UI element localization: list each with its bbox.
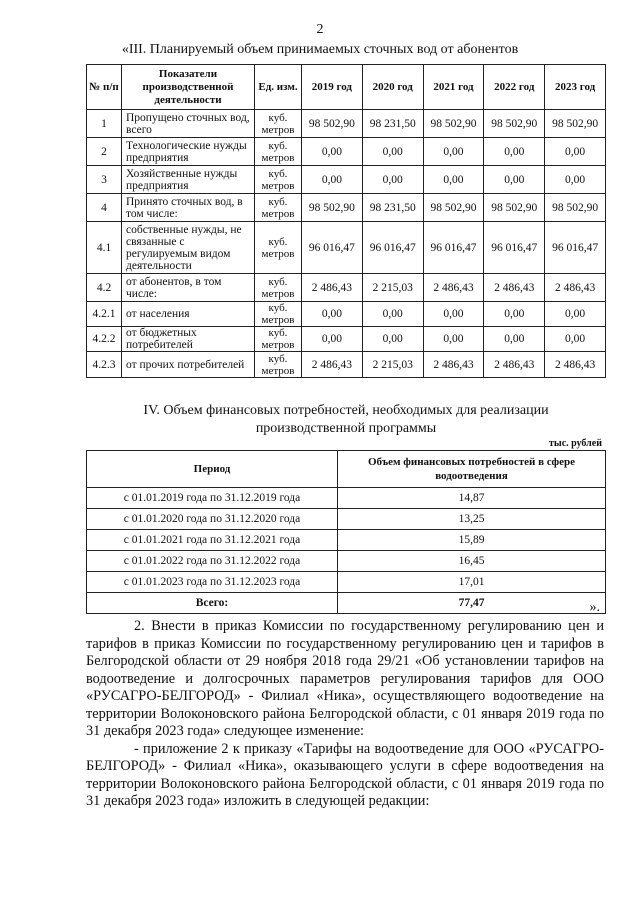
row-value: 2 486,43 bbox=[423, 352, 484, 378]
row-value: 0,00 bbox=[302, 138, 363, 166]
row-value: 2 486,43 bbox=[545, 352, 606, 378]
row-indicator: Технологические нужды предприятия bbox=[122, 138, 255, 166]
row-indicator: собственные нужды, не связанные с регулируемым видом деятельности bbox=[122, 222, 255, 274]
row-number: 4.2.1 bbox=[87, 302, 122, 327]
header-year-2023: 2023 год bbox=[545, 65, 606, 110]
row-value: 96 016,47 bbox=[362, 222, 423, 274]
row-indicator: Принято сточных вод, в том числе: bbox=[122, 194, 255, 222]
table-row bbox=[87, 530, 606, 551]
row-indicator: от прочих потребителей bbox=[122, 352, 255, 378]
row-value: 96 016,47 bbox=[545, 222, 606, 274]
row-value: 98 231,50 bbox=[362, 110, 423, 138]
row-value: 0,00 bbox=[362, 138, 423, 166]
row-value: 0,00 bbox=[484, 302, 545, 327]
header-year-2022: 2022 год bbox=[484, 65, 545, 110]
section-4-title bbox=[86, 402, 606, 438]
row-number: 3 bbox=[87, 166, 122, 194]
total-value: 77,47 bbox=[338, 593, 606, 614]
row-value: 96 016,47 bbox=[423, 222, 484, 274]
table-row bbox=[87, 551, 606, 572]
row-value: 98 502,90 bbox=[302, 194, 363, 222]
row-unit: куб. метров bbox=[255, 274, 302, 302]
row-value: 2 486,43 bbox=[423, 274, 484, 302]
row-period: с 01.01.2021 года по 31.12.2021 года bbox=[87, 530, 338, 551]
row-indicator: от абонентов, в том числе: bbox=[122, 274, 255, 302]
row-financial-value: 17,01 bbox=[338, 572, 606, 593]
row-unit: куб. метров bbox=[255, 166, 302, 194]
row-number: 4.1 bbox=[87, 222, 122, 274]
table-row bbox=[87, 138, 606, 166]
table-row bbox=[87, 572, 606, 593]
table-row bbox=[87, 302, 606, 327]
row-value: 2 486,43 bbox=[484, 352, 545, 378]
total-row bbox=[87, 593, 606, 614]
row-unit: куб. метров bbox=[255, 352, 302, 378]
row-value: 0,00 bbox=[302, 166, 363, 194]
row-number: 4.2.3 bbox=[87, 352, 122, 378]
header-year-2021: 2021 год bbox=[423, 65, 484, 110]
row-value: 96 016,47 bbox=[484, 222, 545, 274]
row-value: 0,00 bbox=[362, 302, 423, 327]
row-value: 98 502,90 bbox=[423, 194, 484, 222]
paragraph-amendment: 2. Внести в приказ Комиссии по государственному регулированию цен и тарифов в приказ Комиссии по государственному регулированию цен и тарифов в Белгородской области от 29 ноября 2018 года 29/21 «Об установлении тарифов на водоотведение и долгосрочных параметров регулирования тарифов для ООО «РУСАГРО-БЕЛГОРОД» - Филиал «Ника», осуществляющего водоотведение на территории Волоконовского района Белгородской области, с 01 января 2019 года по 31 декабря 2023 года» следующее изменение: bbox=[86, 618, 604, 739]
table-row bbox=[87, 110, 606, 138]
units-note: тыс. рублей bbox=[548, 438, 602, 449]
row-unit: куб. метров bbox=[255, 110, 302, 138]
row-value: 98 502,90 bbox=[545, 194, 606, 222]
row-number: 4.2.2 bbox=[87, 327, 122, 352]
row-financial-value: 16,45 bbox=[338, 551, 606, 572]
row-value: 2 215,03 bbox=[362, 274, 423, 302]
closing-quote-mark: ». bbox=[589, 600, 600, 615]
row-financial-value: 13,25 bbox=[338, 509, 606, 530]
table-row bbox=[87, 166, 606, 194]
row-unit: куб. метров bbox=[255, 327, 302, 352]
header-year-2019: 2019 год bbox=[302, 65, 363, 110]
row-period: с 01.01.2019 года по 31.12.2019 года bbox=[87, 488, 338, 509]
table-row bbox=[87, 274, 606, 302]
row-number: 1 bbox=[87, 110, 122, 138]
total-label: Всего: bbox=[87, 593, 338, 614]
row-value: 98 502,90 bbox=[302, 110, 363, 138]
row-value: 0,00 bbox=[423, 327, 484, 352]
row-value: 96 016,47 bbox=[302, 222, 363, 274]
paragraph-appendix: - приложение 2 к приказу «Тарифы на водоотведение для ООО «РУСАГРО-БЕЛГОРОД» - Филиал «Ника», оказывающего услуги в сфере водоотведения на территории Волоконовского района Белгородской области, с 01 января 2019 года по 31 декабря 2023 года» изложить в следующей редакции: bbox=[86, 740, 604, 809]
table-row bbox=[87, 194, 606, 222]
wastewater-volume-table bbox=[86, 64, 606, 378]
row-number: 4 bbox=[87, 194, 122, 222]
row-value: 0,00 bbox=[484, 327, 545, 352]
row-unit: куб. метров bbox=[255, 302, 302, 327]
row-value: 0,00 bbox=[545, 327, 606, 352]
row-unit: куб. метров bbox=[255, 194, 302, 222]
table-row bbox=[87, 327, 606, 352]
header-indicator: Показатели производственной деятельности bbox=[122, 65, 255, 110]
row-value: 2 486,43 bbox=[302, 274, 363, 302]
row-value: 98 502,90 bbox=[484, 110, 545, 138]
row-value: 0,00 bbox=[484, 138, 545, 166]
row-value: 0,00 bbox=[545, 302, 606, 327]
table-header-row bbox=[87, 451, 606, 488]
header-period: Период bbox=[87, 451, 338, 488]
row-financial-value: 14,87 bbox=[338, 488, 606, 509]
row-unit: куб. метров bbox=[255, 138, 302, 166]
row-period: с 01.01.2023 года по 31.12.2023 года bbox=[87, 572, 338, 593]
financial-needs-table bbox=[86, 450, 606, 614]
row-value: 98 502,90 bbox=[484, 194, 545, 222]
row-value: 2 486,43 bbox=[545, 274, 606, 302]
table-row bbox=[87, 222, 606, 274]
header-num: № п/п bbox=[87, 65, 122, 110]
row-value: 0,00 bbox=[362, 327, 423, 352]
table-row bbox=[87, 488, 606, 509]
row-value: 2 215,03 bbox=[362, 352, 423, 378]
row-value: 98 502,90 bbox=[545, 110, 606, 138]
row-value: 98 231,50 bbox=[362, 194, 423, 222]
section-4-title-line1: IV. Объем финансовых потребностей, необходимых для реализации bbox=[143, 403, 549, 418]
body-text bbox=[86, 618, 604, 811]
row-period: с 01.01.2022 года по 31.12.2022 года bbox=[87, 551, 338, 572]
header-unit: Ед. изм. bbox=[255, 65, 302, 110]
row-indicator: от населения bbox=[122, 302, 255, 327]
row-value: 0,00 bbox=[545, 138, 606, 166]
row-value: 0,00 bbox=[484, 166, 545, 194]
row-number: 4.2 bbox=[87, 274, 122, 302]
row-value: 0,00 bbox=[545, 166, 606, 194]
table-row bbox=[87, 509, 606, 530]
row-indicator: Пропущено сточных вод, всего bbox=[122, 110, 255, 138]
row-value: 0,00 bbox=[423, 302, 484, 327]
row-financial-value: 15,89 bbox=[338, 530, 606, 551]
page-number: 2 bbox=[316, 22, 324, 37]
section-4-title-line2: производственной программы bbox=[255, 421, 437, 436]
table-header-row bbox=[87, 65, 606, 110]
row-unit: куб. метров bbox=[255, 222, 302, 274]
row-value: 0,00 bbox=[423, 166, 484, 194]
row-indicator: от бюджетных потребителей bbox=[122, 327, 255, 352]
section-3-title: «III. Планируемый объем принимаемых сточных вод от абонентов bbox=[121, 42, 519, 57]
row-value: 2 486,43 bbox=[484, 274, 545, 302]
row-value: 2 486,43 bbox=[302, 352, 363, 378]
row-value: 0,00 bbox=[302, 327, 363, 352]
row-indicator: Хозяйственные нужды предприятия bbox=[122, 166, 255, 194]
row-value: 98 502,90 bbox=[423, 110, 484, 138]
row-period: с 01.01.2020 года по 31.12.2020 года bbox=[87, 509, 338, 530]
row-value: 0,00 bbox=[302, 302, 363, 327]
row-value: 0,00 bbox=[362, 166, 423, 194]
row-number: 2 bbox=[87, 138, 122, 166]
row-value: 0,00 bbox=[423, 138, 484, 166]
header-year-2020: 2020 год bbox=[362, 65, 423, 110]
header-financial-need: Объем финансовых потребностей в сфере водоотведения bbox=[338, 451, 606, 488]
table-row bbox=[87, 352, 606, 378]
